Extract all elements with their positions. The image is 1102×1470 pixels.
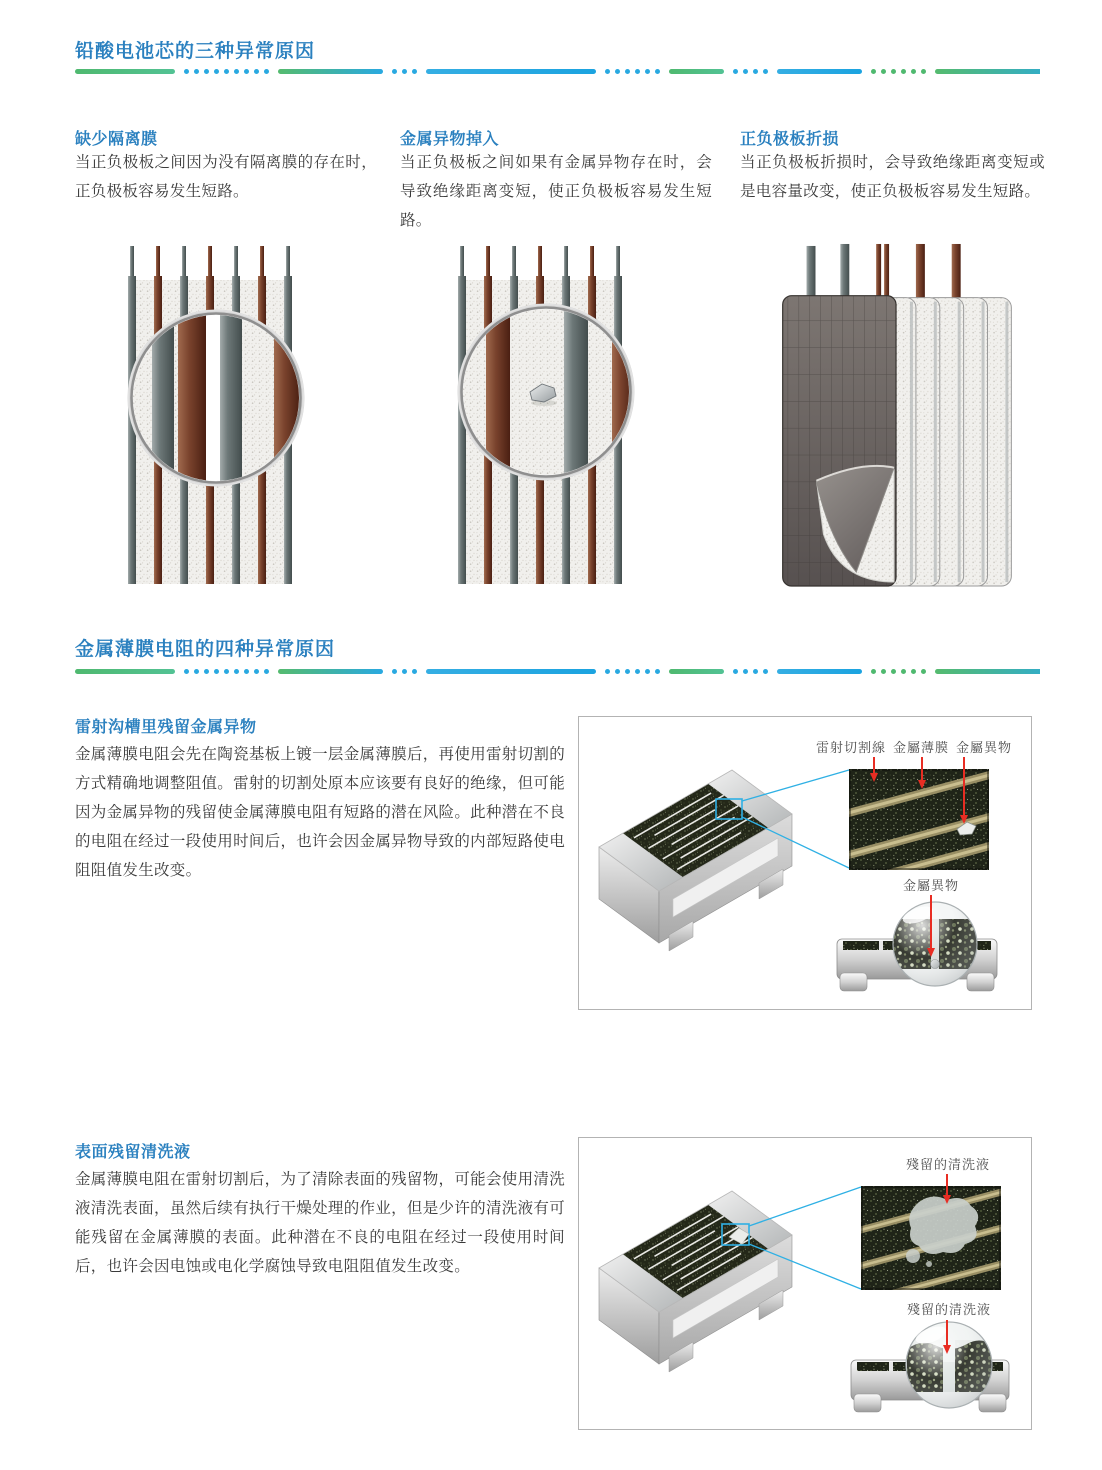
battery-folded-plate-figure — [776, 240, 1026, 590]
resistor-section-title: 金属薄膜电阻的四种异常原因 — [75, 639, 336, 660]
section-divider — [75, 668, 1040, 674]
label-laser-cut-line: 雷射切割線 — [816, 740, 887, 755]
microscope-image — [853, 1186, 1009, 1304]
battery-metal-object-figure — [448, 240, 643, 590]
column-body-folded-plate: 当正负极板折损时，会导致绝缘距离变短或是电容量改变，使正负极板容易发生短路。 — [740, 154, 1045, 200]
column-body-metal-object: 当正负极板之间如果有金属异物存在时，会导致绝缘距离变短，使正负极板容易发生短路。 — [400, 154, 712, 229]
column-heading-folded-plate: 正负极板折损 — [740, 131, 840, 148]
section-divider — [75, 68, 1040, 74]
label-metal-foreign-object: 金屬異物 — [956, 740, 1013, 755]
subsection-heading-cleaning-liquid: 表面残留清洗液 — [75, 1144, 191, 1161]
label-metal-foreign-object-bottom: 金屬異物 — [903, 878, 960, 893]
label-residual-liquid-bottom: 殘留的清洗液 — [907, 1302, 992, 1317]
battery-section-title: 铅酸电池芯的三种异常原因 — [75, 41, 316, 62]
label-residual-liquid-top: 殘留的清洗液 — [906, 1157, 991, 1172]
subsection-heading-laser-groove: 雷射沟槽里残留金属异物 — [75, 719, 257, 736]
column-body-missing-separator: 当正负极板之间因为没有隔离膜的存在时，正负极板容易发生短路。 — [75, 154, 377, 200]
cleaning-liquid-figure-graphic — [579, 1138, 1031, 1429]
subsection-body-laser-groove: 金属薄膜电阻会先在陶瓷基板上镀一层金属薄膜后，再使用雷射切割的方式精确地调整阻值。雷射的切割处原本应该要有良好的绝缘，但可能因为金属异物的残留使金属薄膜电阻有短路的潜在风险。此种潜在不良的电阻在经过一段使用时间后，也许会因金属异物导致的内部短路使电阻阻值发生改变。 — [75, 746, 565, 879]
cleaning-liquid-figure-box — [578, 1137, 1032, 1430]
laser-groove-figure-graphic — [579, 717, 1031, 1009]
column-heading-metal-object: 金属异物掉入 — [400, 131, 500, 148]
label-metal-film: 金屬薄膜 — [893, 740, 950, 755]
subsection-body-cleaning-liquid: 金属薄膜电阻在雷射切割后，为了清除表面的残留物，可能会使用清洗液清洗表面，虽然后续有执行干燥处理的作业，但是少许的清洗液有可能残留在金属薄膜的表面。此种潜在不良的电阻在经过一段使用时间后，也许会因电蚀或电化学腐蚀导致电阻阻值发生改变。 — [75, 1171, 565, 1275]
laser-groove-figure-box — [578, 716, 1032, 1010]
microscope-image — [841, 769, 997, 879]
battery-missing-separator-figure — [118, 240, 313, 590]
column-heading-missing-separator: 缺少隔离膜 — [75, 131, 158, 148]
